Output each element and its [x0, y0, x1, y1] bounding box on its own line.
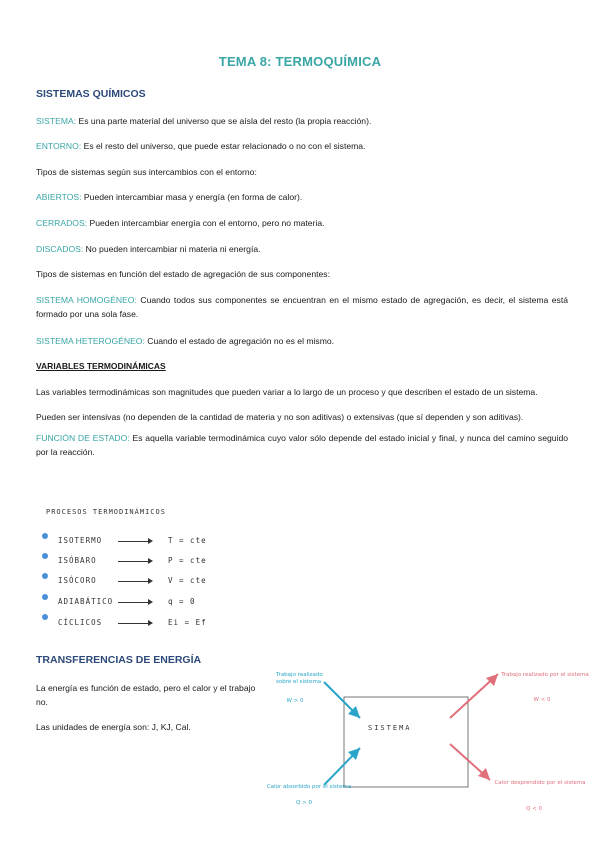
- definition-entorno: Es el resto del universo, que puede estar relacionado o no con el sistema.: [81, 141, 366, 151]
- definition-abiertos: Pueden intercambiar masa y energía (en forma de calor).: [81, 192, 303, 202]
- paragraph-variables-2: Pueden ser intensivas (no dependen de la cantidad de materia y no son aditivas) o extensivas (que sí dependen y son aditivas).: [36, 412, 524, 422]
- arrow-right-icon: [148, 599, 153, 605]
- term-abiertos: ABIERTOS:: [36, 192, 82, 202]
- term-entorno: ENTORNO:: [36, 141, 82, 151]
- process-name: ISÓCORO: [58, 576, 97, 585]
- term-sistema: SISTEMA:: [36, 116, 77, 126]
- arrow-right-icon: [148, 578, 153, 584]
- process-name: ADIABÁTICO: [58, 597, 114, 606]
- arrow-line: [118, 561, 148, 562]
- paragraph-cerrados: [36, 216, 568, 230]
- paragraph-transferencias-1: La energía es función de estado, pero el calor y el trabajo no.: [36, 683, 256, 707]
- note-heat-in: Calor absorbido por el sistema: [266, 784, 352, 790]
- definition-funcion-estado: Es aquella variable termodinámica cuyo valor sólo depende del estado inicial y final, y nunca del camino seguido por la reacción.: [36, 433, 568, 457]
- note-heat-out: Calor desprendido por el sistema: [494, 780, 586, 786]
- processes-heading: PROCESOS TERMODINÁMICOS: [46, 508, 166, 516]
- arrow-right-icon: [148, 558, 153, 564]
- paragraph-funcion-estado: [36, 431, 568, 459]
- paragraph-homogeneo: [36, 293, 568, 321]
- arrow-line: [118, 602, 148, 603]
- sign-work-in: W > 0: [286, 698, 304, 704]
- arrow-line: [118, 623, 148, 624]
- process-value: P = cte: [168, 556, 207, 565]
- sign-work-out: W < 0: [533, 697, 551, 703]
- paragraph-transferencias-2: Las unidades de energía son: J, KJ, Cal.: [36, 722, 191, 732]
- process-value: Ei = Ef: [168, 618, 207, 627]
- bullet-icon: [42, 614, 48, 620]
- note-work-out: Trabajo realizado por el sistema: [501, 672, 589, 678]
- definition-sistema: Es una parte material del universo que se aísla del resto (la propia reacción).: [76, 116, 372, 126]
- sign-heat-out: Q < 0: [526, 806, 542, 812]
- arrow-right-icon: [148, 620, 153, 626]
- bullet-icon: [42, 573, 48, 579]
- process-value: q = 0: [168, 597, 196, 606]
- arrow-right-icon: [148, 538, 153, 544]
- section-heading-sistemas-quimicos: SISTEMAS QUÍMICOS: [36, 88, 146, 100]
- term-cerrados: CERRADOS:: [36, 218, 88, 228]
- paragraph-variables-1: Las variables termodinámicas son magnitudes que pueden variar a lo largo de un proceso y que describen el estado de un sistema.: [36, 387, 538, 397]
- note-work-in: Trabajo realizado sobre el sistema: [276, 672, 323, 685]
- paragraph-tipos-agregacion: Tipos de sistemas en función del estado de agregación de sus componentes:: [36, 269, 330, 279]
- paragraph-sistema: [36, 114, 568, 128]
- bullet-icon: [42, 594, 48, 600]
- section-heading-transferencias: TRANSFERENCIAS DE ENERGÍA: [36, 654, 202, 666]
- definition-homogeneo: Cuando todos sus componentes se encuentran en el mismo estado de agregación, es decir, el sistema está formado por una sola fase.: [36, 295, 568, 319]
- term-heterogeneo: SISTEMA HETEROGÉNEO:: [36, 336, 145, 346]
- definition-aislados: No pueden intercambiar ni materia ni energía.: [83, 244, 261, 254]
- definition-heterogeneo: Cuando el estado de agregación no es el mismo.: [144, 336, 335, 346]
- process-name: CÍCLICOS: [58, 618, 103, 627]
- paragraph-tipos-intercambio: Tipos de sistemas según sus intercambios con el entorno:: [36, 167, 257, 177]
- paragraph-heterogeneo: [36, 334, 568, 348]
- process-name: ISÓBARO: [58, 556, 97, 565]
- system-label: SISTEMA: [368, 724, 412, 732]
- process-value: V = cte: [168, 576, 207, 585]
- page-title: TEMA 8: TERMOQUÍMICA: [218, 54, 382, 69]
- arrow-line: [118, 581, 148, 582]
- system-box: [344, 697, 468, 787]
- section-heading-variables: VARIABLES TERMODINÁMICAS: [36, 361, 166, 371]
- paragraph-entorno: [36, 139, 568, 153]
- term-homogeneo: SISTEMA HOMOGÉNEO:: [36, 295, 137, 305]
- term-funcion-estado: FUNCIÓN DE ESTADO:: [36, 433, 130, 443]
- sign-heat-in: Q > 0: [296, 800, 312, 806]
- process-value: T = cte: [168, 536, 207, 545]
- bullet-icon: [42, 553, 48, 559]
- arrow-line: [118, 541, 148, 542]
- bullet-icon: [42, 533, 48, 539]
- process-name: ISOTERMO: [58, 536, 103, 545]
- definition-cerrados: Pueden intercambiar energía con el entorno, pero no materia.: [87, 218, 325, 228]
- term-aislados: DISCADOS:: [36, 244, 84, 254]
- paragraph-aislados: [36, 242, 568, 256]
- paragraph-abiertos: [36, 190, 568, 204]
